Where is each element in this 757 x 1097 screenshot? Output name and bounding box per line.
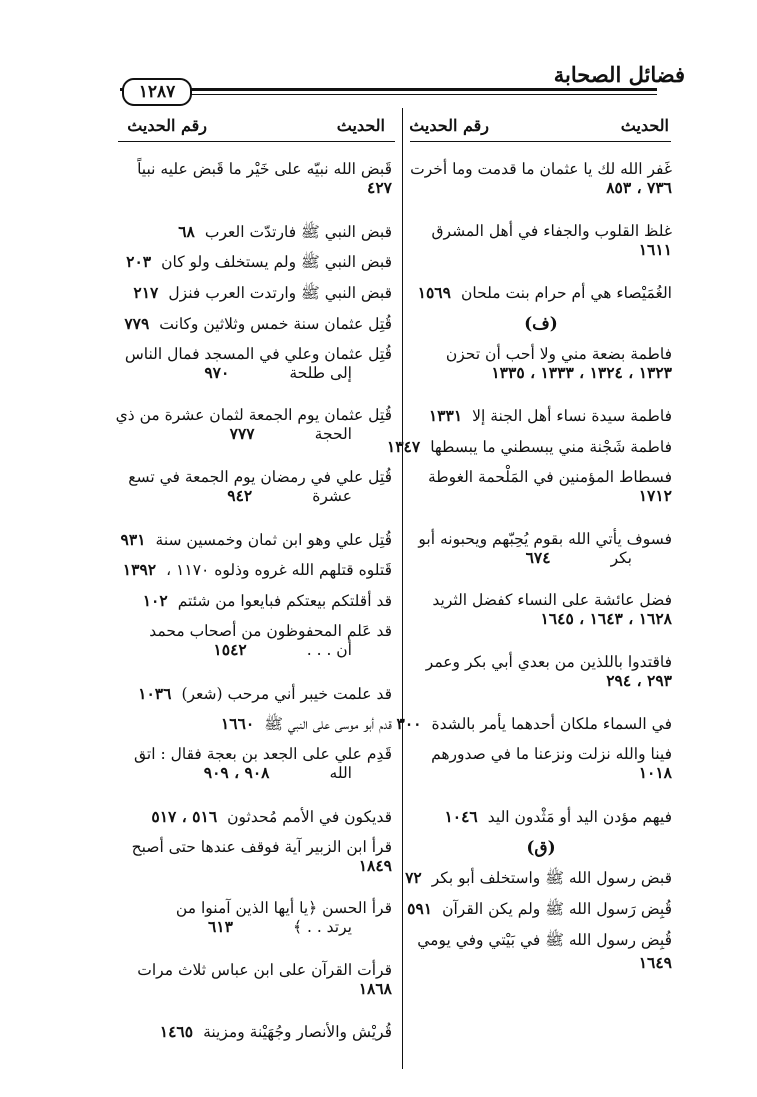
entry-text: فاطمة بضعة مني ولا أحب أن تحزن — [445, 344, 672, 363]
index-entry — [118, 468, 392, 505]
entry-ref-inline: ١٤٦٥ — [159, 1022, 194, 1042]
left-head-rule — [118, 141, 395, 142]
entry-ref-inline: ١٣٩٢ — [122, 560, 157, 580]
entry-refs: ٤٢٧ — [367, 178, 392, 197]
entry-ref-inline: ١٥٦٩ — [417, 283, 451, 303]
index-entry — [410, 283, 672, 302]
entry-refs: ١٠١٨ — [638, 763, 672, 783]
entry-ref-inline: ١٣٤٧ — [386, 437, 421, 457]
index-entry — [118, 745, 392, 782]
index-entry — [410, 468, 672, 505]
index-entry — [410, 222, 672, 259]
entry-text: قُبِض رسول الله ﷺ في بَيْتي وفي يومي — [417, 931, 672, 949]
entry-text: قَتلوه قتلهم الله غروه وذلوه ١١٧٠ ،١٣٩٢ — [122, 560, 392, 580]
entry-ref-inline: ١٣٣١ — [428, 406, 463, 426]
index-entry — [410, 653, 672, 690]
entry-text: قبض النبي ﷺ وارتدت العرب فنزل٢١٧ — [133, 283, 392, 303]
entry-refs: ١٨٤٩ — [358, 855, 392, 875]
entry-ref-inline: ٩٧٠ — [204, 362, 230, 382]
entry-text: قُتِل علي وهو ابن ثمان وخمسين سنة٩٣١ — [120, 529, 392, 549]
left-col-head-hadith: الحديث — [336, 116, 385, 135]
index-entry — [410, 160, 672, 197]
index-entry — [118, 622, 392, 659]
right-col-head-number: رقم الحديث — [409, 116, 489, 135]
entry-text-cont: إلى طلحة٩٧٠ — [204, 362, 352, 382]
entry-ref-inline: ٩٠٨ ، ٩٠٩ — [203, 763, 270, 783]
header-rule — [120, 88, 657, 91]
entry-text: قُتِل عثمان يوم الجمعة لثمان عشرة من ذي — [115, 406, 392, 425]
entry-refs: ٢٩٣ ، ٢٩٤ — [606, 670, 672, 690]
entry-text: فاقتدوا باللذين من بعدي أبي بكر وعمر — [425, 652, 672, 671]
entry-text: فاطمة سيدة نساء أهل الجنة إلا١٣٣١ — [428, 406, 672, 426]
entry-refs: ١٧١٢ — [638, 486, 672, 505]
page-number: ١٢٨٧ — [122, 78, 192, 106]
letter-heading: (ق) — [526, 837, 556, 858]
index-entry — [118, 222, 392, 245]
entry-ref-inline: ٥١٦ ، ٥١٧ — [151, 806, 218, 826]
section-letter — [410, 314, 672, 334]
entry-ref-inline: ١٠٤٦ — [444, 806, 478, 826]
entry-text: غلظ القلوب والجفاء في أهل المشرق — [431, 221, 672, 240]
entry-text: قَدِم علي على الجعد بن بعجة فقال : اتق — [133, 745, 392, 764]
index-entry — [118, 283, 392, 306]
running-title: فضائل الصحابة — [553, 62, 685, 87]
entry-ref-inline: ٥٩١ — [407, 899, 433, 919]
entry-ref-inline: ١٥٤٢ — [213, 640, 247, 659]
index-entry — [405, 868, 672, 891]
index-entry — [118, 591, 392, 610]
entry-text-cont: عشرة٩٤٢ — [227, 486, 352, 505]
entry-text: قبض النبي ﷺ فارتدّت العرب٦٨ — [178, 221, 392, 241]
index-entry — [118, 899, 392, 936]
entry-text: فيهم مؤدن اليد أو مَثْدون اليد١٠٤٦ — [444, 806, 672, 826]
entry-text: قرأ الحسن ﴿يا أيها الذين آمنوا من — [175, 899, 392, 918]
index-entry — [118, 684, 392, 703]
entry-ref-inline: ٩٣١ — [120, 529, 146, 549]
entry-text: قُتِل علي في رمضان يوم الجمعة في تسع — [128, 468, 392, 486]
entry-ref-inline: ٦٨ — [178, 221, 195, 241]
entry-text: قُتِل عثمان سنة خمس وثلاثين وكانت٧٧٩ — [124, 314, 392, 333]
entry-ref-inline: ٢١٧ — [133, 283, 159, 303]
column-divider — [402, 108, 403, 1069]
letter-heading: (ف) — [524, 314, 558, 334]
entry-refs: ١٦١١ — [638, 239, 672, 259]
entry-text: قُريْش والأنصار وجُهَيْنة ومزينة١٤٦٥ — [159, 1022, 392, 1042]
entry-text: فاطمة شَجْنة مني يبسطني ما يبسطها١٣٤٧ — [386, 437, 672, 457]
entry-text: قديكون في الأمم مُحدثون٥١٦ ، ٥١٧ — [151, 806, 392, 826]
entry-text: قدم أبو موسى على النبي ﷺ١٦٦٠ — [220, 714, 392, 734]
entry-text-cont: بكر٦٧٤ — [525, 547, 632, 567]
index-entry — [118, 530, 392, 549]
entry-refs: ١٦٤٩ — [638, 953, 672, 972]
entry-text: قبض النبي ﷺ ولم يستخلف ولو كان٢٠٣ — [126, 252, 392, 272]
index-entry — [410, 930, 672, 972]
index-entry — [410, 807, 672, 826]
index-entry — [115, 406, 392, 444]
entry-refs: ١٦٢٨ ، ١٦٤٣ ، ١٦٤٥ — [540, 609, 672, 629]
entry-text: قُبِض رَسول الله ﷺ ولم يكن القرآن٥٩١ — [407, 899, 672, 919]
entry-text: قبض رسول الله ﷺ واستخلف أبو بكر٧٢ — [405, 868, 672, 888]
index-entry — [118, 160, 392, 197]
index-entry — [410, 530, 672, 567]
entry-text-cont: الحجة٧٧٧ — [229, 424, 352, 444]
entry-refs: ١٣٢٣ ، ١٣٢٤ ، ١٣٣٣ ، ١٣٣٥ — [491, 362, 672, 382]
entry-ref-inline: ٧٢ — [405, 868, 422, 888]
index-entry — [118, 345, 392, 382]
index-entry — [407, 899, 672, 922]
entry-text: قرأ ابن الزبير آية فوقف عندها حتى أصبح — [131, 837, 392, 856]
index-entry — [118, 961, 392, 998]
entry-text: قد عَلم المحفوظون من أصحاب محمد — [149, 622, 392, 640]
index-entry — [118, 252, 392, 275]
entry-text: في السماء ملكان أحدهما يأمر بالشدة٣٠٠ — [396, 714, 672, 734]
entry-ref-inline: ٣٠٠ — [396, 714, 422, 734]
entry-ref-inline: ٦٧٤ — [525, 547, 551, 567]
index-entry — [118, 560, 392, 579]
entry-ref-inline: ٢٠٣ — [126, 252, 152, 272]
section-letter — [410, 838, 672, 858]
entry-text: فينا والله نزلت ونزعنا ما في صدورهم — [431, 745, 672, 764]
entry-ref-inline: ٧٧٩ — [124, 314, 150, 333]
entry-text: فسوف يأتي الله بقوم يُحِبّهم ويحبونه أبو — [418, 529, 672, 548]
entry-ref-inline: ٦١٣ — [207, 917, 233, 937]
index-entry — [118, 807, 392, 826]
entry-ref-inline: ١٠٢ — [142, 591, 168, 611]
entry-ref-inline: ١٦٦٠ — [220, 714, 255, 734]
index-entry — [118, 314, 392, 333]
entry-text-cont: أن . . .١٥٤٢ — [213, 640, 352, 659]
index-entry — [410, 406, 672, 425]
entry-text-cont: يرتد . . ﴾٦١٣ — [207, 917, 352, 937]
entry-refs: ١٨٦٨ — [358, 978, 392, 998]
index-entry — [118, 714, 392, 737]
index-entry — [118, 1022, 392, 1041]
index-entry — [118, 838, 392, 875]
entry-ref-inline: ٩٤٢ — [227, 486, 253, 505]
header-rule-thin — [180, 94, 657, 95]
index-entry — [410, 591, 672, 628]
entry-refs: ٧٣٦ ، ٨٥٣ — [606, 178, 672, 197]
index-entry — [410, 745, 672, 782]
entry-ref-inline: ٧٧٧ — [229, 424, 255, 444]
index-entry — [396, 714, 672, 734]
index-entry — [410, 345, 672, 382]
left-col-head-number: رقم الحديث — [127, 116, 207, 135]
entry-text: قُتِل عثمان وعلي في المسجد فمال الناس — [124, 344, 392, 363]
entry-text-cont: الله٩٠٨ ، ٩٠٩ — [203, 763, 352, 783]
right-column — [386, 160, 672, 1060]
entry-text: قد أقلتكم بيعتكم فبايعوا من شئتم١٠٢ — [142, 591, 392, 611]
entry-text: فضل عائشة على النساء كفضل الثريد — [432, 591, 672, 610]
right-col-head-hadith: الحديث — [620, 116, 669, 135]
entry-text: قرأت القرآن على ابن عباس ثلاث مرات — [137, 960, 392, 979]
right-head-rule — [410, 141, 671, 142]
entry-text: فسطاط المؤمنين في المَلْحمة الغوطة — [427, 468, 672, 486]
entry-text: قد علمت خيبر أني مرحب (شعر)١٠٣٦ — [138, 683, 392, 703]
entry-text: غَفر الله لك يا عثمان ما قدمت وما أخرت — [410, 160, 672, 178]
entry-ref-inline: ١٠٣٦ — [138, 683, 172, 703]
entry-text: الغُمَيْصاء هي أم حرام بنت ملحان١٥٦٩ — [417, 283, 672, 303]
left-column — [115, 160, 392, 1060]
index-entry — [386, 437, 672, 457]
entry-text: قَبض الله نبيّه على خَيْر ما قَبض عليه نبياً — [137, 160, 392, 178]
